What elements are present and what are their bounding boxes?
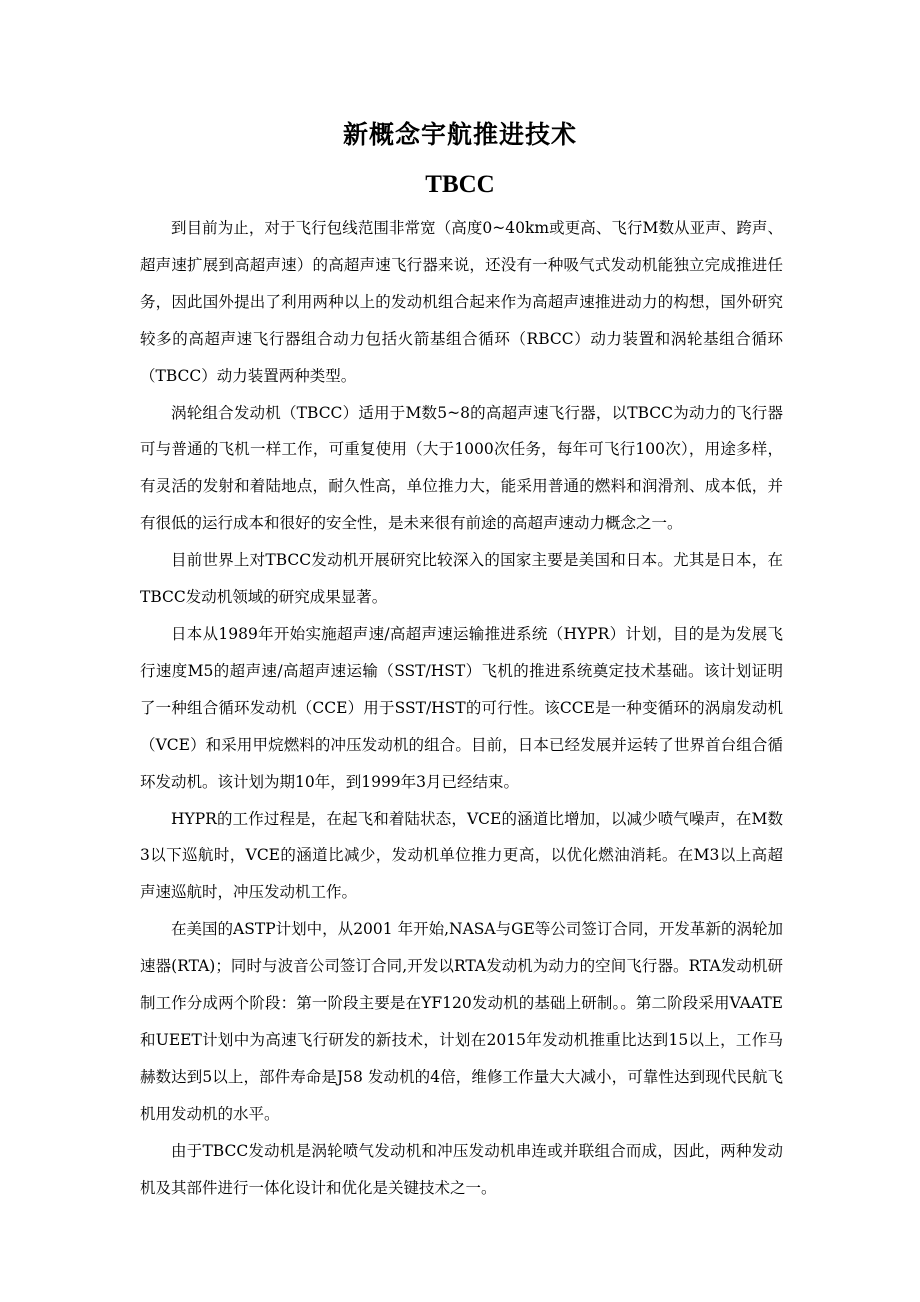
document-subtitle: TBCC bbox=[425, 171, 495, 198]
document-body bbox=[140, 210, 783, 1206]
paragraph-intro: 到目前为止，对于飞行包线范围非常宽（高度0~40km或更高、飞行M数从亚声、跨声、超声速扩展到高超声速）的高超声速飞行器来说，还没有一种吸气式发动机能独立完成推进任务，因此国外提出了利用两种以上的发动机组合起来作为高超声速推进动力的构想，国外研究较多的高超声速飞行器组合动力包括火箭基组合循环（RBCC）动力装置和涡轮基组合循环（TBCC）动力装置两种类型。 bbox=[140, 219, 783, 385]
paragraph-usa-astp: 在美国的ASTP计划中，从2001 年开始,NASA与GE等公司签订合同，开发革新的涡轮加速器(RTA)；同时与波音公司签订合同,开发以RTA发动机为动力的空间飞行器。RTA发动机研制工作分成两个阶段：第一阶段主要是在YF120发动机的基础上研制。。第二阶段采用VAATE和UEET计划中为高速飞行研发的新技术，计划在2015年发动机推重比达到15以上，工作马赫数达到5以上，部件寿命是J58 发动机的4倍，维修工作量大大减小，可靠性达到现代民航飞机用发动机的水平。 bbox=[140, 920, 783, 1123]
paragraph-japan-hypr: 日本从1989年开始实施超声速/高超声速运输推进系统（HYPR）计划，目的是为发展飞行速度M5的超声速/高超声速运输（SST/HST）飞机的推进系统奠定技术基础。该计划证明了一种组合循环发动机（CCE）用于SST/HST的可行性。该CCE是一种变循环的涡扇发动机（VCE）和采用甲烷燃料的冲压发动机的组合。目前，日本已经发展并运转了世界首台组合循环发动机。该计划为期10年，到1999年3月已经结束。 bbox=[140, 624, 783, 791]
paragraph-tbcc-overview: 涡轮组合发动机（TBCC）适用于M数5~8的高超声速飞行器，以TBCC为动力的飞行器可与普通的飞机一样工作，可重复使用（大于1000次任务，每年可飞行100次），用途多样，有灵活的发射和着陆地点，耐久性高，单位推力大，能采用普通的燃料和润滑剂、成本低，并有很低的运行成本和很好的安全性，是未来很有前途的高超声速动力概念之一。 bbox=[140, 403, 783, 533]
paragraph-research-countries: 目前世界上对TBCC发动机开展研究比较深入的国家主要是美国和日本。尤其是日本，在TBCC发动机领域的研究成果显著。 bbox=[140, 551, 783, 607]
paragraph-key-technology: 由于TBCC发动机是涡轮喷气发动机和冲压发动机串连或并联组合而成，因此，两种发动机及其部件进行一体化设计和优化是关键技术之一。 bbox=[140, 1141, 783, 1197]
paragraph-hypr-process: HYPR的工作过程是，在起飞和着陆状态，VCE的涵道比增加，以减少喷气噪声，在M数3以下巡航时，VCE的涵道比减少，发动机单位推力更高，以优化燃油消耗。在M3以上高超声速巡航时，冲压发动机工作。 bbox=[140, 809, 783, 902]
document-title: 新概念宇航推进技术 bbox=[342, 120, 577, 149]
